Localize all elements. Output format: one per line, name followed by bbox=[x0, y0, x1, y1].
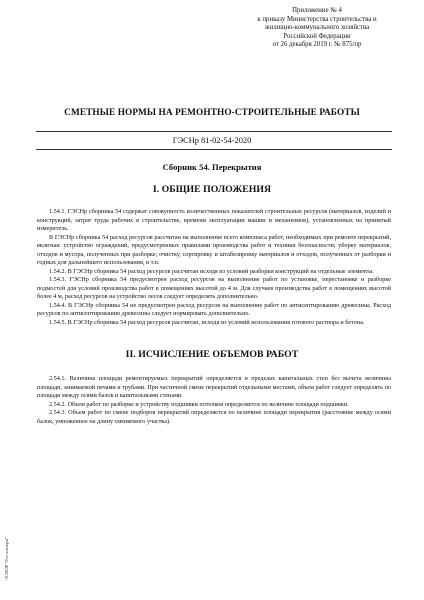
paragraph: 2.54.1. Величина площади ремонтируемых перекрытий определяется в пределах капитальных стен без вычета величины площади, занимаемой печами и трубами. При частичной смене перекрытий отдельными местами, объем работ следует определять по площади между осями балок и капитальными стенами. bbox=[37, 375, 391, 399]
document-title: СМЕТНЫЕ НОРМЫ НА РЕМОНТНО-СТРОИТЕЛЬНЫЕ РАБОТЫ bbox=[64, 108, 360, 118]
norm-code: ГЭСНр 81-02-54-2020 bbox=[172, 136, 252, 145]
paragraph: 1.54.5. В ГЭСНр сборника 54 расход ресурсов рассчитан, исходя из условий использования готового раствора и бетона. bbox=[49, 318, 365, 326]
appendix-line: Приложение № 4 bbox=[292, 7, 342, 14]
paragraph: 2.54.2. Объем работ по разборке и устройству подшивки потолков определяется по величине площади подшивки. bbox=[49, 400, 349, 408]
paragraph: В ГЭСНр сборника 54 расход ресурсов рассчитан на выполнение всего комплекса работ, необходимых при ремонте перекрытий, включая: устройство ограждений, предусмотренных правилами производства работ и техники безопасности; уборку материалов, отходов и мусора, полученных при разборке; очистку, сортировку и штабелировку материалов и отходов, полученных от разборки и годных для дальнейшего использования, и т.п. bbox=[37, 233, 391, 266]
appendix-line: от 26 декабря 2019 г. № 875/пр bbox=[272, 41, 362, 49]
paragraph: 2.54.3. Объем работ по смене подборов перекрытий определяется по величине площади перекрытия (расстояние между осями балок, умноженное на длину сменяемого участка). bbox=[37, 409, 391, 425]
section-title-general: I. ОБЩИЕ ПОЛОЖЕНИЯ bbox=[152, 184, 272, 195]
paragraph: 1.54.3. ГЭСНр сборника 54 предусмотрен расход ресурсов на выполнение работ по установке, перестановке и разборке подмостей для условий производства работ в помещениях высотой до 4 м. Для случаев производства работ в помещениях высотой более 4 м, расход ресурсов на устройство лесов следует определять дополнительно. bbox=[37, 276, 391, 300]
section-title-volumes: II. ИСЧИСЛЕНИЕ ОБЪЕМОВ РАБОТ bbox=[125, 349, 299, 360]
publisher-stamp: ЭСПОР "Гостехнорм" bbox=[4, 536, 9, 580]
appendix-line: к приказу Министерства строительства и bbox=[257, 15, 377, 23]
paragraph: 1.54.4. В ГЭСНр сборника 54 не предусмотрен расход ресурсов на выполнение работ по антисептированию древесины. Расход ресурсов по антисептированию древесины следует нормировать дополнительно. bbox=[37, 301, 391, 317]
appendix-line: Российской Федерации bbox=[283, 32, 351, 40]
appendix-line: жилищно-коммунального хозяйства bbox=[264, 24, 370, 32]
collection-title: Сборник 54. Перекрытия bbox=[162, 162, 262, 172]
appendix-note bbox=[222, 7, 412, 50]
divider-line bbox=[36, 131, 392, 132]
paragraph: 1.54.2. В ГЭСНр сборника 54 расход ресурсов рассчитан исходя из условий разборки конструкций на отдельные элементы. bbox=[49, 267, 374, 275]
section-general-body bbox=[37, 208, 391, 327]
divider-line bbox=[36, 149, 392, 150]
paragraph: 1.54.1. ГЭСНр сборника 54 содержат совокупность количественных показателей строительных ресурсов (материалов, изделий и конструкций, затрат труда рабочих в строительстве, времени эксплуатации машин и механизмов), установленных на принятый измеритель. bbox=[37, 208, 391, 232]
section-volumes-body bbox=[37, 375, 391, 426]
